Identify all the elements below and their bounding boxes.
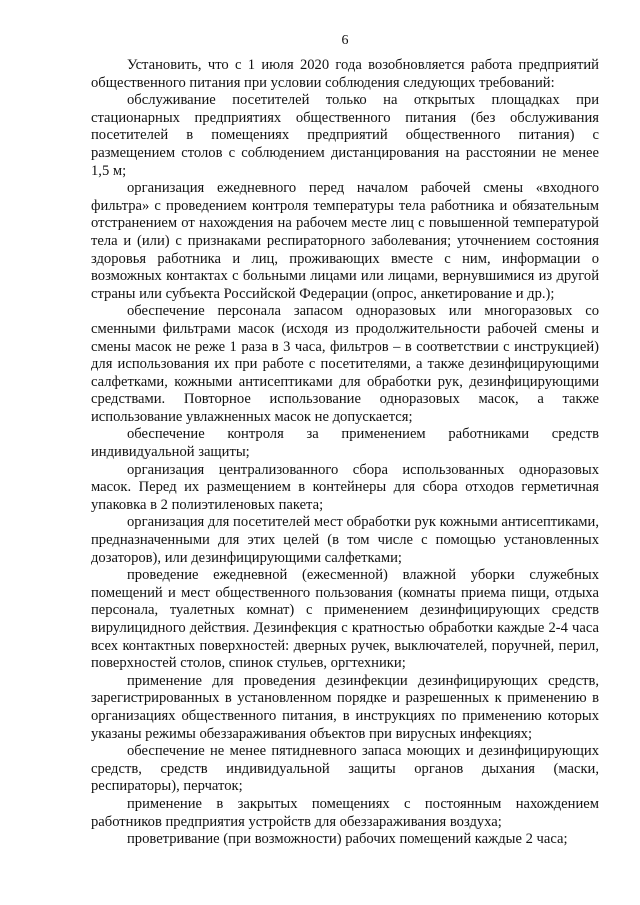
paragraph-outdoor-service: обслуживание посетителей только на открытых площадках при стационарных предприятиях общественного питания (без обслуживания посетителей в помещениях предприятий общественного питания) с размещением столов с соблюдением дистанцирования на расстоянии не менее 1,5 м;	[91, 92, 599, 179]
paragraph-entry-filter: организация ежедневного перед началом рабочей смены «входного фильтра» с проведением контроля температуры тела работника и обязательным отстранением от нахождения на рабочем месте лиц с повышенной температурой тела и (или) с признаками респираторного заболевания; уточнением состояния здоровья работника и лиц, проживающих вместе с ним, информации о возможных контактах с больными лицами или лицами, вернувшимися из другой страны или субъекта Российской Федерации (опрос, анкетирование и др.);	[91, 180, 599, 302]
paragraph-ventilation: проветривание (при возможности) рабочих помещений каждые 2 часа;	[127, 831, 568, 848]
paragraph-disinfectants: применение для проведения дезинфекции дезинфицирующих средств, зарегистрированных в установленном порядке и разрешенных к применению в организациях общественного питания, в инструкциях по применению которых указаны режимы обеззараживания объектов при вирусных инфекциях;	[91, 672, 599, 742]
paragraph-masks-supply: обеспечение персонала запасом одноразовых или многоразовых со сменными фильтрами масок (исходя из продолжительности рабочей смены и смены масок не реже 1 раза в 3 часа, фильтров – в соответствии с инструкцией) для использования их при работе с посетителями, а также дезинфицирующими салфетками, кожными антисептиками для обработки рук, дезинфицирующими средствами. Повторное использование одноразовых масок, а также использование увлажненных масок не допускается;	[91, 303, 599, 425]
paragraph-supply-reserve: обеспечение не менее пятидневного запаса моющих и дезинфицирующих средств, средств индивидуальной защиты органов дыхания (маски, респираторы), перчаток;	[91, 743, 599, 795]
paragraph-mask-collection: организация централизованного сбора использованных одноразовых масок. Перед их размещением в контейнеры для сбора отходов герметичная упаковка в 2 полиэтиленовых пакета;	[91, 461, 599, 513]
paragraph-wet-cleaning: проведение ежедневной (ежесменной) влажной уборки служебных помещений и мест общественного пользования (комнаты приема пищи, отдыха персонала, туалетных комнат) с применением дезинфицирующих средств вирулицидного действия. Дезинфекция с кратностью обработки каждые 2-4 часа всех контактных поверхностей: дверных ручек, выключателей, поручней, перил, поверхностей столов, спинок стульев, оргтехники;	[91, 567, 599, 672]
paragraph-intro: Установить, что с 1 июля 2020 года возобновляется работа предприятий общественного питания при условии соблюдения следующих требований:	[91, 57, 599, 91]
paragraph-hand-treatment: организация для посетителей мест обработки рук кожными антисептиками, предназначенными для этих целей (в том числе с помощью установленных дозаторов), или дезинфицирующими салфетками;	[91, 514, 599, 566]
page-number: 6	[341, 33, 349, 48]
paragraph-ppe-control: обеспечение контроля за применением работниками средств индивидуальной защиты;	[91, 426, 599, 461]
paragraph-air-disinfection: применение в закрытых помещениях с постоянным нахождением работников предприятия устройств для обеззараживания воздуха;	[91, 795, 599, 830]
